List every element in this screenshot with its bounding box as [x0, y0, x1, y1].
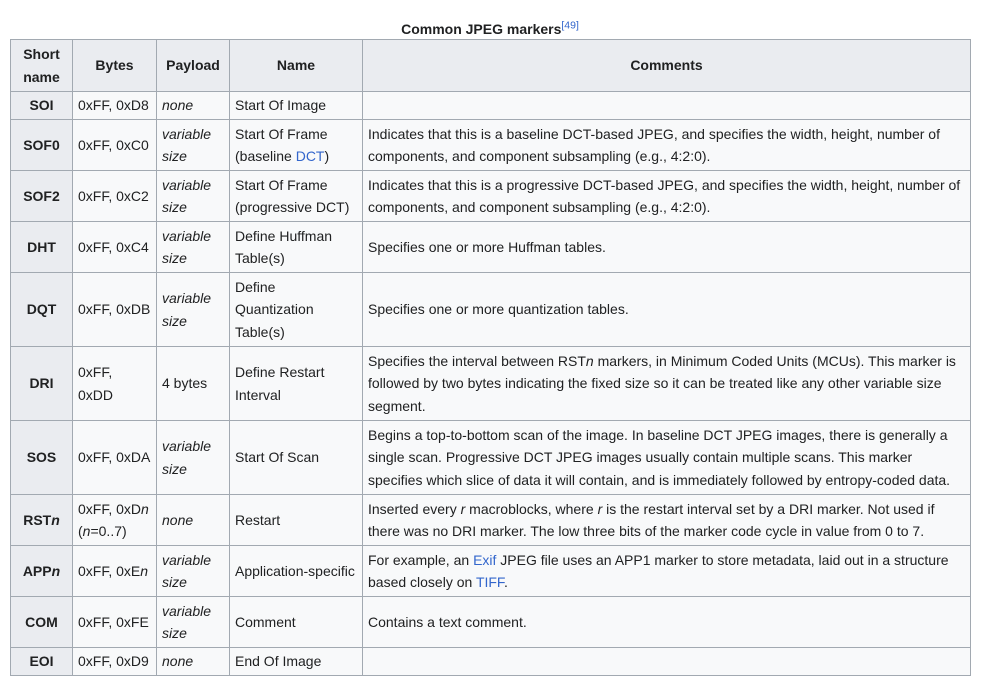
table-row	[11, 120, 971, 171]
row-comments	[363, 347, 971, 421]
row-short-name	[11, 495, 73, 546]
row-short-name	[11, 546, 73, 597]
row-payload	[157, 273, 230, 347]
row-short-name: EOI	[11, 648, 73, 676]
row-short-name: SOF0	[11, 120, 73, 171]
row-name	[230, 120, 363, 171]
row-name: Application-specific	[230, 546, 363, 597]
row-name: End Of Image	[230, 648, 363, 676]
bytes-italic: n	[141, 500, 149, 517]
row-short-name: DRI	[11, 347, 73, 421]
row-short-name: SOS	[11, 421, 73, 495]
comments-text: Specifies the interval between RST	[368, 352, 586, 369]
row-name: Define Quantization Table(s)	[230, 273, 363, 347]
row-bytes: 0xFF, 0xC4	[73, 222, 157, 273]
table-row	[11, 347, 971, 421]
table-row	[11, 495, 971, 546]
row-name: Start Of Frame (progressive DCT)	[230, 171, 363, 222]
payload-text: variable size	[162, 227, 212, 266]
row-bytes: 0xFF, 0xDA	[73, 421, 157, 495]
row-short-name: SOI	[11, 92, 73, 120]
comments-text: is the restart interval set by a DRI marker. Not used if there was no DRI marker. The low three bits of the marker code cycle in value from 0 to 7.	[368, 500, 935, 539]
row-short-name: SOF2	[11, 171, 73, 222]
table-row	[11, 546, 971, 597]
table-row	[11, 648, 971, 676]
row-payload	[157, 648, 230, 676]
payload-text: none	[162, 97, 194, 114]
row-short-name: DHT	[11, 222, 73, 273]
row-payload: 4 bytes	[157, 347, 230, 421]
row-comments	[363, 648, 971, 676]
table-caption	[10, 0, 970, 39]
table-row	[11, 222, 971, 273]
row-bytes	[73, 495, 157, 546]
row-name: Start Of Image	[230, 92, 363, 120]
row-comments	[363, 546, 971, 597]
bytes-italic: n	[140, 562, 149, 579]
comments-italic: n	[585, 352, 594, 369]
payload-text: variable size	[162, 125, 212, 164]
row-bytes: 0xFF, 0xC0	[73, 120, 157, 171]
table-row	[11, 273, 971, 347]
row-comments: Contains a text comment.	[363, 597, 971, 648]
comments-italic: r	[597, 500, 603, 517]
row-short-name: COM	[11, 597, 73, 648]
row-bytes: 0xFF, 0xDB	[73, 273, 157, 347]
row-name: Define Huffman Table(s)	[230, 222, 363, 273]
comments-text: Inserted every	[368, 500, 461, 517]
row-bytes	[73, 546, 157, 597]
payload-text: variable size	[162, 176, 212, 215]
header-row	[11, 40, 971, 92]
row-payload	[157, 120, 230, 171]
caption-reference-link[interactable]: [49]	[561, 19, 579, 32]
bytes-text: (	[78, 523, 83, 539]
row-payload	[157, 222, 230, 273]
comments-italic: r	[460, 500, 466, 517]
bytes-text: 0xFF, 0xE	[78, 562, 141, 579]
row-payload	[157, 546, 230, 597]
payload-text: none	[162, 653, 194, 670]
row-bytes: 0xFF, 0xDD	[73, 347, 157, 421]
row-comments: Begins a top-to-bottom scan of the image. In baseline DCT JPEG images, there is generally a single scan. Progressive DCT JPEG images usually contain multiple scans. This marker specifies which slice of data it will contain, and is immediately followed by entropy-coded data.	[363, 421, 971, 495]
row-comments	[363, 92, 971, 120]
payload-text: variable size	[162, 438, 212, 477]
short-italic: n	[51, 511, 60, 528]
exif-link[interactable]: Exif	[473, 551, 497, 568]
tiff-link[interactable]: TIFF	[475, 574, 504, 590]
bytes-italic: n	[82, 523, 91, 539]
dct-link[interactable]: DCT	[295, 148, 325, 164]
short-text: RST	[23, 511, 52, 528]
jpeg-markers-table	[10, 39, 971, 676]
header-payload[interactable]: Payload	[157, 40, 230, 92]
payload-text: variable size	[162, 290, 212, 329]
row-comments: Indicates that this is a progressive DCT-based JPEG, and specifies the width, height, number of components, and component subsampling (e.g., 4:2:0).	[363, 171, 971, 222]
payload-text: variable size	[162, 551, 212, 590]
header-comments[interactable]: Comments	[363, 40, 971, 92]
row-payload	[157, 171, 230, 222]
name-tail: )	[324, 148, 330, 164]
row-payload	[157, 92, 230, 120]
table-row	[11, 597, 971, 648]
row-comments: Indicates that this is a baseline DCT-based JPEG, and specifies the width, height, number of components, and component subsampling (e.g., 4:2:0).	[363, 120, 971, 171]
header-name[interactable]: Name	[230, 40, 363, 92]
comments-text: For example, an	[368, 551, 474, 568]
row-payload	[157, 421, 230, 495]
row-name: Start Of Scan	[230, 421, 363, 495]
header-bytes[interactable]: Bytes	[73, 40, 157, 92]
row-short-name: DQT	[11, 273, 73, 347]
row-bytes: 0xFF, 0xD8	[73, 92, 157, 120]
name-text: Start Of Frame (baseline	[235, 125, 328, 164]
table-row	[11, 171, 971, 222]
row-name: Comment	[230, 597, 363, 648]
table-row	[11, 92, 971, 120]
header-short-name[interactable]: Short name	[11, 40, 73, 92]
row-bytes: 0xFF, 0xFE	[73, 597, 157, 648]
row-bytes: 0xFF, 0xC2	[73, 171, 157, 222]
row-name: Define Restart Interval	[230, 347, 363, 421]
short-italic: n	[51, 562, 61, 579]
comments-text: .	[503, 574, 508, 590]
row-name: Restart	[230, 495, 363, 546]
comments-text: JPEG file uses an APP1 marker to store metadata, laid out in a structure based closely on	[368, 551, 949, 590]
row-comments	[363, 495, 971, 546]
table-row	[11, 421, 971, 495]
row-payload	[157, 495, 230, 546]
comments-text: markers, in Minimum Coded Units (MCUs). This marker is followed by two bytes indicating the fixed size so it can be treated like any other variable size segment.	[368, 352, 956, 414]
comments-text: macroblocks, where	[465, 500, 598, 517]
short-text: APP	[22, 562, 52, 579]
row-payload	[157, 597, 230, 648]
payload-text: variable size	[162, 602, 212, 641]
caption-text: Common JPEG markers	[401, 21, 562, 37]
bytes-text: =0..7)	[90, 523, 127, 539]
row-comments: Specifies one or more quantization tables.	[363, 273, 971, 347]
payload-text: none	[162, 511, 194, 528]
row-bytes: 0xFF, 0xD9	[73, 648, 157, 676]
bytes-text: 0xFF, 0xD	[78, 500, 142, 517]
row-comments: Specifies one or more Huffman tables.	[363, 222, 971, 273]
